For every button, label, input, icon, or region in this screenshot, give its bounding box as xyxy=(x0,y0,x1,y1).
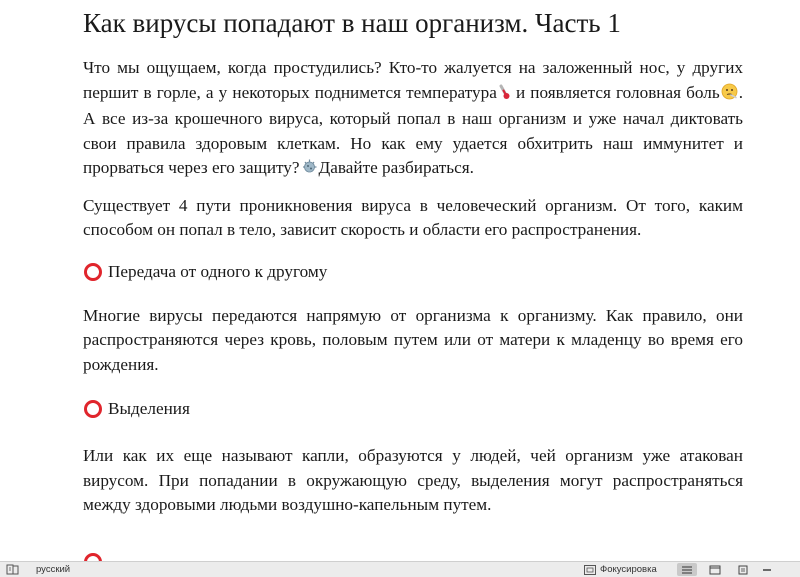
red-circle-icon xyxy=(84,553,102,561)
red-circle-icon xyxy=(84,263,102,281)
paragraph-direct-transmission: Многие вирусы передаются напрямую от организма к организму. Как правило, они распространяются через кровь, половым путем или от матери к младенцу во время его рождения. xyxy=(83,305,743,374)
paragraph-intro-text-4: Давайте разбираться. xyxy=(318,158,474,177)
zoom-out-icon[interactable] xyxy=(762,563,772,576)
paragraph-intro-text-1: Что мы ощущаем, когда простудились? Кто-то жалуется на заложенный нос, у других першит в горле, а у некоторых поднимется температура xyxy=(83,58,743,102)
red-circle-icon xyxy=(84,400,102,418)
focus-mode-button[interactable] xyxy=(584,562,657,577)
bullet-heading-secretions xyxy=(83,397,743,421)
focus-mode-label: Фокусировка xyxy=(600,564,657,575)
document-title: Как вирусы попадают в наш организм. Часть 1 xyxy=(83,8,621,38)
focus-icon xyxy=(584,565,596,575)
document-content xyxy=(83,0,743,518)
paragraph-intro-text-3: . А все из-за крошечного вируса, который попал в наш организм и уже начал диктовать свои правила здоровым клеткам. Но как ему удается обхитрить наш иммунитет и прорваться через его защиту? xyxy=(83,82,743,177)
bullet-heading-text: Передача от одного к другому xyxy=(108,261,328,281)
proofing-book-icon[interactable] xyxy=(6,562,20,577)
web-layout-view-button[interactable] xyxy=(705,563,725,576)
status-bar xyxy=(0,561,800,577)
paragraph-intro xyxy=(83,56,743,183)
paragraph-ways: Существует 4 пути проникновения вируса в человеческий организм. От того, каким способом он попал в тело, зависит скорость и области его распространения. xyxy=(83,195,743,239)
language-indicator[interactable]: русский xyxy=(36,564,71,575)
bullet-heading-transmission xyxy=(83,260,743,284)
print-layout-view-button[interactable] xyxy=(677,563,697,576)
microbe-icon xyxy=(301,158,318,183)
outline-view-button[interactable] xyxy=(733,563,753,576)
paragraph-intro-text-2: и появляется головная боль xyxy=(510,82,720,102)
bullet-heading-text: Выделения xyxy=(108,399,190,418)
paragraph-secretions: Или как их еще называют капли, образуются у людей, чей организм уже атакован вирусом. При попадании в окружающую среду, выделения могут распространяться между здоровыми людьми воздушно-капельным путем. xyxy=(83,446,743,514)
face-with-thermometer-icon xyxy=(721,83,738,108)
thermometer-icon xyxy=(498,83,510,108)
